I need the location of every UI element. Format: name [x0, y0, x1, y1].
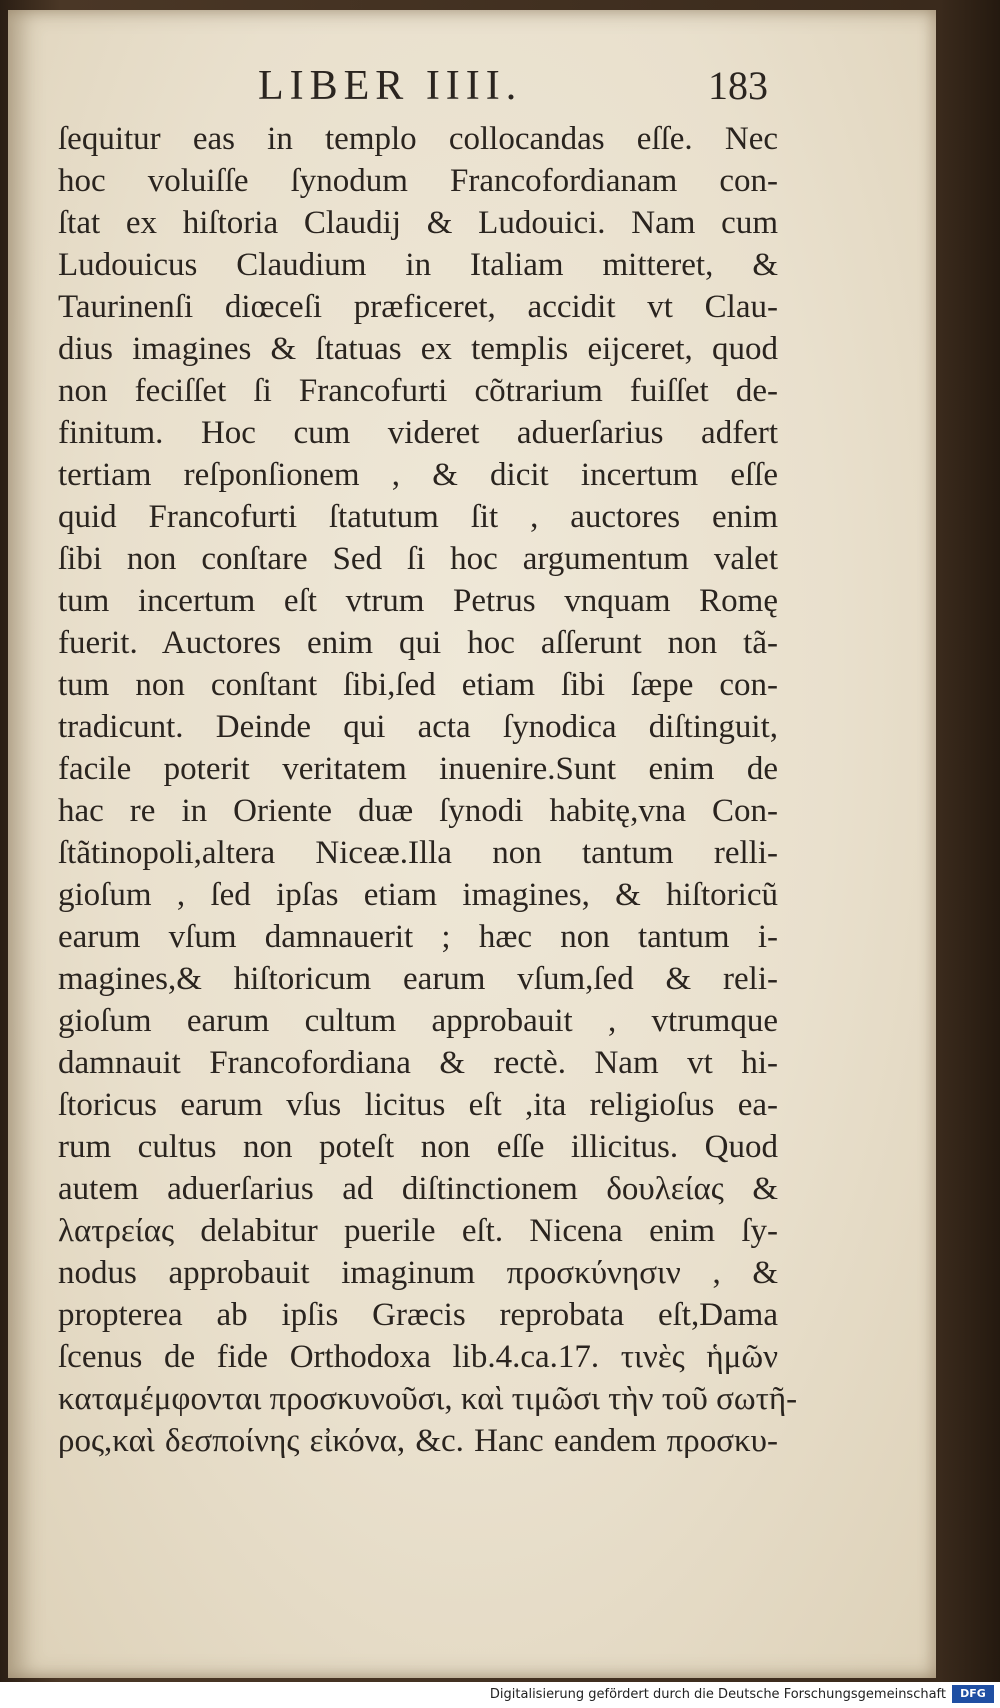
text-line: tertiam reſponſionem , & dicit incertum eſſe	[58, 457, 778, 493]
text-line: Ludouicus Claudium in Italiam mitteret, &	[58, 247, 778, 283]
text-line: damnauit Francofordiana & rectè. Nam vt hi-	[58, 1045, 778, 1081]
text-line: ſtãtinopoli,altera Niceæ.Illa non tantum relli-	[58, 835, 778, 871]
text-line: dius imagines & ſtatuas ex templis eijceret, quod	[58, 331, 778, 367]
text-line: rum cultus non poteſt non eſſe illicitus. Quod	[58, 1129, 778, 1165]
text-line: gioſum , ſed ipſas etiam imagines, & hiſtoricũ	[58, 877, 778, 913]
text-line: tum non conſtant ſibi,ſed etiam ſibi ſæpe con-	[58, 667, 778, 703]
text-line: autem aduerſarius ad diſtinctionem δουλείας &	[58, 1171, 778, 1207]
text-line: finitum. Hoc cum videret aduerſarius adfert	[58, 415, 778, 451]
text-line: λατρείας delabitur puerile eſt. Nicena enim ſy-	[58, 1213, 778, 1249]
text-line: quid Francofurti ſtatutum ſit , auctores enim	[58, 499, 778, 535]
text-line: gioſum earum cultum approbauit , vtrumque	[58, 1003, 778, 1039]
text-line: nodus approbauit imaginum προσκύνησιν , &	[58, 1255, 778, 1291]
body-text	[58, 118, 798, 1462]
text-line: ſtat ex hiſtoria Claudij & Ludouici. Nam cum	[58, 205, 778, 241]
text-line: ſtoricus earum vſus licitus eſt ,ita religioſus ea-	[58, 1087, 778, 1123]
text-line: ſequitur eas in templo collocandas eſſe. Nec	[58, 121, 778, 157]
running-title: LIBER IIII.	[258, 63, 523, 109]
text-line: facile poterit veritatem inuenire.Sunt enim de	[58, 751, 778, 787]
text-line: ρος,καὶ δεσποίνης εἰκόνα, &c. Hanc eandem προσκυ-	[58, 1423, 778, 1459]
funding-credit: Digitalisierung gefördert durch die Deutsche Forschungsgemeinschaft	[489, 1687, 946, 1702]
text-line: Taurinenſi diœceſi præficeret, accidit vt Clau-	[58, 289, 778, 325]
book-page	[8, 10, 936, 1678]
text-line: καταμέμφονται προσκυνοῦσι, καὶ τιμῶσι τὴν τοῦ σωτῆ-	[58, 1381, 798, 1417]
footer-bar	[0, 1682, 1000, 1708]
text-line: magines,& hiſtoricum earum vſum,ſed & reli-	[58, 961, 778, 997]
text-line: fuerit. Auctores enim qui hoc aſſerunt non tã-	[58, 625, 778, 661]
text-line: tum incertum eſt vtrum Petrus vnquam Romę	[58, 583, 778, 619]
text-line: earum vſum damnauerit ; hæc non tantum i-	[58, 919, 778, 955]
text-line: hac re in Oriente duæ ſynodi habitę,vna Con-	[58, 793, 778, 829]
page-number: 183	[708, 63, 768, 108]
text-line: propterea ab ipſis Græcis reprobata eſt,Dama	[58, 1297, 778, 1333]
text-line: tradicunt. Deinde qui acta ſynodica diſtinguit,	[58, 709, 778, 745]
text-line: ſcenus de fide Orthodoxa lib.4.ca.17. τινὲς ἡμῶν	[58, 1339, 778, 1375]
running-head	[8, 62, 936, 118]
text-line: non feciſſet ſi Francofurti cõtrarium fuiſſet de-	[58, 373, 778, 409]
dfg-logo: DFG	[952, 1685, 994, 1703]
text-line: hoc voluiſſe ſynodum Francofordianam con-	[58, 163, 778, 199]
text-line: ſibi non conſtare Sed ſi hoc argumentum valet	[58, 541, 778, 577]
